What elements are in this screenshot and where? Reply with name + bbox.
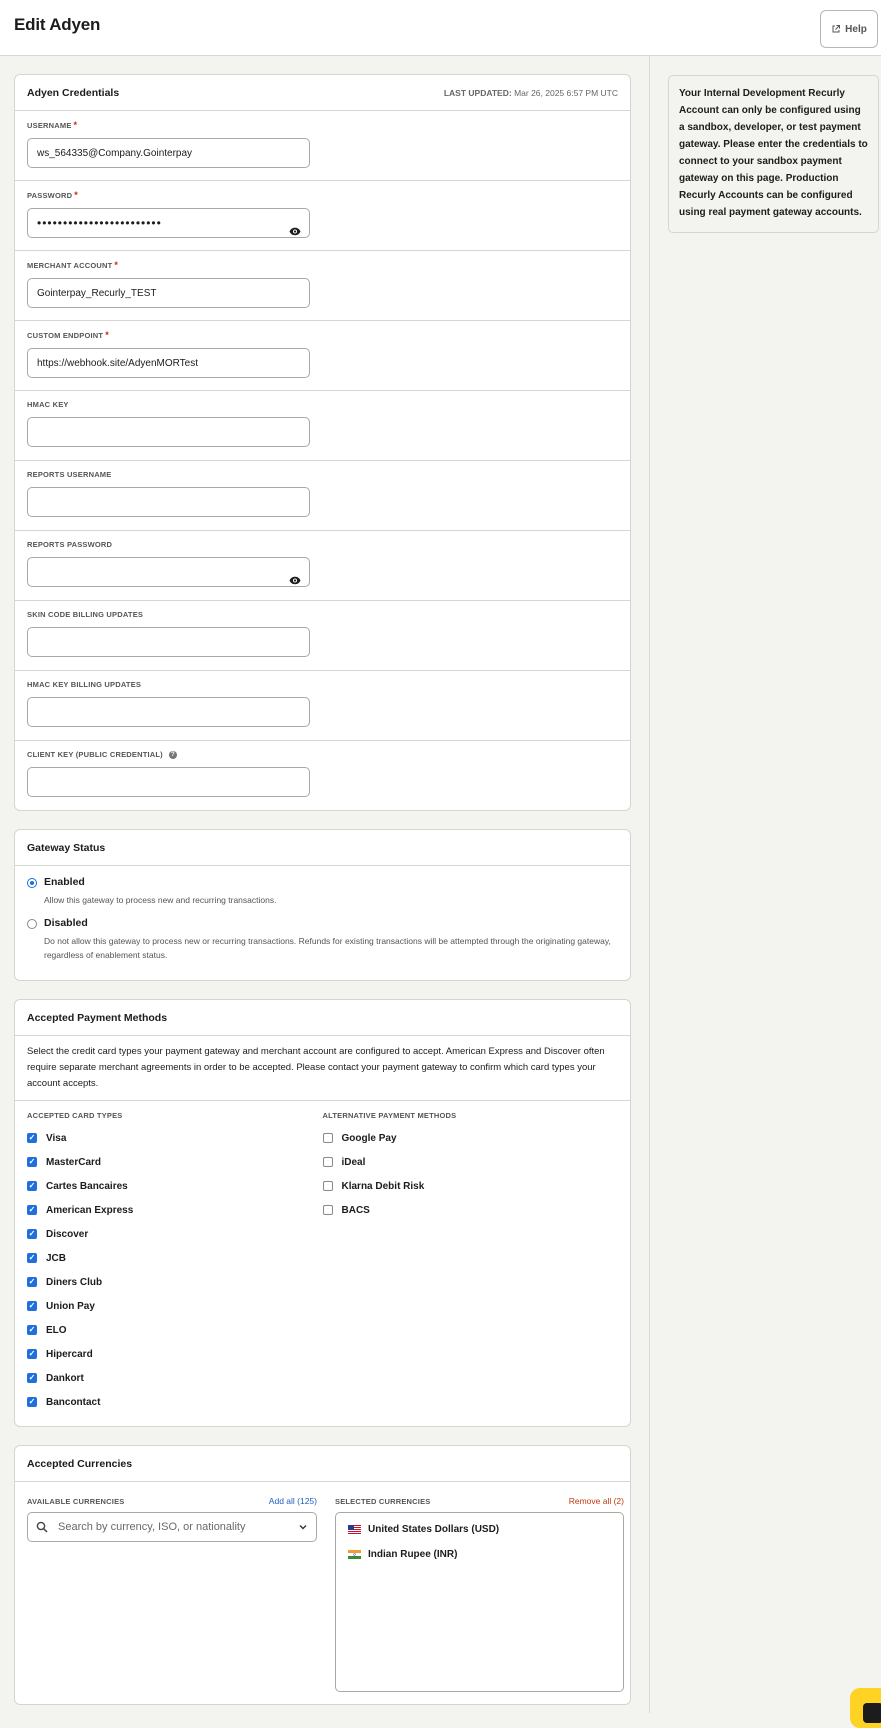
- card-type-checkbox[interactable]: [27, 1349, 37, 1359]
- card-types-column: [27, 1111, 323, 1414]
- chevron-down-icon[interactable]: [298, 1522, 308, 1532]
- password-label: PASSWORD: [27, 190, 73, 200]
- last-updated: [444, 88, 618, 98]
- currencies-header: [15, 1446, 630, 1482]
- payment-methods-header: [15, 1000, 630, 1036]
- card-type-row[interactable]: [27, 1270, 323, 1294]
- hmac-key-billing-label: HMAC KEY BILLING UPDATES: [27, 680, 142, 689]
- alt-method-row[interactable]: [323, 1174, 619, 1198]
- disabled-label: Disabled: [44, 917, 88, 929]
- selected-currency-label: United States Dollars (USD): [368, 1524, 500, 1535]
- question-icon[interactable]: ?: [169, 751, 177, 759]
- page-title: Edit Adyen: [14, 15, 101, 34]
- alt-methods-column: [323, 1111, 619, 1414]
- reports-username-field: [15, 461, 630, 531]
- card-type-checkbox[interactable]: [27, 1253, 37, 1263]
- selected-currencies-list: [335, 1512, 624, 1692]
- client-key-field: [15, 741, 630, 810]
- card-type-row[interactable]: [27, 1294, 323, 1318]
- alt-method-label: BACS: [341, 1204, 370, 1216]
- column-divider: [649, 56, 650, 1713]
- card-type-label: Discover: [46, 1228, 89, 1240]
- payment-methods-card: [14, 999, 631, 1427]
- enabled-radio[interactable]: [27, 878, 37, 888]
- available-currencies-header: AVAILABLE CURRENCIES: [27, 1496, 125, 1506]
- currencies-title: Accepted Currencies: [27, 1457, 133, 1470]
- reports-password-label: REPORTS PASSWORD: [27, 540, 113, 549]
- selected-currency-label: Indian Rupee (INR): [368, 1549, 458, 1560]
- card-type-label: Dankort: [46, 1372, 84, 1384]
- card-type-checkbox[interactable]: [27, 1277, 37, 1287]
- us-flag-icon: [348, 1525, 361, 1534]
- selected-currencies-header: SELECTED CURRENCIES: [335, 1496, 431, 1506]
- card-type-row[interactable]: [27, 1150, 323, 1174]
- alt-method-checkbox[interactable]: [323, 1181, 333, 1191]
- selected-currency-inr[interactable]: [348, 1542, 611, 1567]
- card-type-row[interactable]: [27, 1174, 323, 1198]
- card-type-label: Bancontact: [46, 1396, 101, 1408]
- card-type-label: Union Pay: [46, 1300, 95, 1312]
- skin-code-field: [15, 601, 630, 671]
- password-input[interactable]: [27, 208, 310, 238]
- hmac-key-billing-field: [15, 671, 630, 741]
- eye-icon[interactable]: [289, 576, 301, 585]
- chat-widget-button[interactable]: [850, 1688, 881, 1728]
- merchant-account-field: [15, 251, 630, 321]
- card-type-row[interactable]: [27, 1126, 323, 1150]
- remove-all-link[interactable]: Remove all (2): [568, 1496, 624, 1506]
- in-flag-icon: [348, 1550, 361, 1559]
- card-type-label: JCB: [46, 1252, 67, 1264]
- payment-methods-title: Accepted Payment Methods: [27, 1011, 168, 1024]
- card-type-row[interactable]: [27, 1342, 323, 1366]
- eye-icon[interactable]: [289, 227, 301, 236]
- hmac-key-input[interactable]: [27, 417, 310, 447]
- alt-method-row[interactable]: [323, 1198, 619, 1222]
- disabled-desc: Do not allow this gateway to process new or recurring transactions. Refunds for existing transactions will be attempted through the originating gateway, regardless of enablement status.: [44, 936, 611, 960]
- card-type-row[interactable]: [27, 1222, 323, 1246]
- card-type-checkbox[interactable]: [27, 1157, 37, 1167]
- card-type-row[interactable]: [27, 1246, 323, 1270]
- reports-username-label: REPORTS USERNAME: [27, 470, 112, 479]
- required-mark: *: [74, 190, 78, 200]
- card-type-label: ELO: [46, 1324, 67, 1336]
- card-type-row[interactable]: [27, 1390, 323, 1414]
- required-mark: *: [73, 120, 78, 130]
- alt-method-checkbox[interactable]: [323, 1133, 333, 1143]
- custom-endpoint-field: [15, 321, 630, 391]
- merchant-account-input[interactable]: [27, 278, 310, 308]
- client-key-input[interactable]: [27, 767, 310, 797]
- currency-search-input[interactable]: [56, 1520, 290, 1534]
- card-type-checkbox[interactable]: [27, 1229, 37, 1239]
- alt-method-label: Klarna Debit Risk: [341, 1180, 425, 1192]
- password-field: [15, 181, 630, 251]
- card-type-label: Diners Club: [46, 1276, 103, 1288]
- client-key-label: CLIENT KEY (PUBLIC CREDENTIAL): [27, 750, 163, 759]
- available-currencies: [27, 1496, 317, 1692]
- last-updated-value: Mar 26, 2025 6:57 PM UTC: [514, 87, 618, 98]
- credentials-header: [15, 75, 630, 111]
- card-type-row[interactable]: [27, 1366, 323, 1390]
- card-type-checkbox[interactable]: [27, 1325, 37, 1335]
- card-type-checkbox[interactable]: [27, 1205, 37, 1215]
- alt-method-checkbox[interactable]: [323, 1157, 333, 1167]
- reports-password-field: [15, 531, 630, 601]
- help-button[interactable]: [820, 10, 878, 48]
- card-type-label: MasterCard: [46, 1156, 102, 1168]
- custom-endpoint-input[interactable]: [27, 348, 310, 378]
- skin-code-label: SKIN CODE BILLING UPDATES: [27, 610, 144, 619]
- disabled-radio[interactable]: [27, 919, 37, 929]
- status-option-disabled[interactable]: [27, 917, 618, 962]
- required-mark: *: [105, 330, 109, 340]
- hmac-key-label: HMAC KEY: [27, 400, 69, 409]
- sandbox-info-note: Your Internal Development Recurly Account can only be configured using a sandbox, developer, or test payment gateway. Please enter the credentials to connect to your sandbox payment gateway on this page. Production Recurly Accounts can be configured using real payment gateway accounts.: [668, 75, 879, 233]
- merchant-account-label: MERCHANT ACCOUNT: [27, 260, 113, 270]
- main-content: [14, 74, 631, 1723]
- required-mark: *: [114, 260, 119, 270]
- card-type-label: Cartes Bancaires: [46, 1180, 128, 1192]
- gateway-status-title: Gateway Status: [27, 841, 106, 854]
- card-type-label: American Express: [46, 1204, 134, 1216]
- credentials-card: [14, 74, 631, 811]
- payment-methods-description: Select the credit card types your payment gateway and merchant account are configured to accept. American Express and Discover often require separate merchant agreements in order to be accepted. Please contact your payment gateway to confirm which card types your account accepts.: [15, 1036, 630, 1101]
- alt-method-label: iDeal: [341, 1156, 366, 1168]
- add-all-link[interactable]: Add all (125): [268, 1496, 317, 1506]
- alt-methods-header: ALTERNATIVE PAYMENT METHODS: [322, 1111, 457, 1120]
- help-label: Help: [845, 23, 867, 35]
- top-bar: [0, 0, 881, 56]
- credentials-title: Adyen Credentials: [27, 86, 120, 99]
- card-type-label: Visa: [46, 1132, 67, 1144]
- username-field: [15, 111, 630, 181]
- card-types-header: ACCEPTED CARD TYPES: [27, 1111, 123, 1120]
- gateway-status-card: [14, 829, 631, 981]
- skin-code-input[interactable]: [27, 627, 310, 657]
- gateway-status-header: [15, 830, 630, 866]
- card-type-row[interactable]: [27, 1318, 323, 1342]
- card-types-list: [27, 1126, 323, 1414]
- selected-currencies: [335, 1496, 624, 1692]
- username-label: USERNAME: [27, 120, 72, 130]
- search-icon: [36, 1521, 48, 1533]
- card-type-checkbox[interactable]: [27, 1301, 37, 1311]
- selected-currency-usd[interactable]: [348, 1517, 611, 1542]
- currency-search[interactable]: [27, 1512, 317, 1542]
- alt-method-label: Google Pay: [341, 1132, 397, 1144]
- status-option-enabled[interactable]: [27, 876, 618, 907]
- reports-password-input[interactable]: [27, 557, 310, 587]
- alt-method-row[interactable]: [323, 1126, 619, 1150]
- hmac-key-field: [15, 391, 630, 461]
- external-link-icon: [831, 24, 841, 34]
- hmac-key-billing-input[interactable]: [27, 697, 310, 727]
- card-type-checkbox[interactable]: [27, 1373, 37, 1383]
- card-type-checkbox[interactable]: [27, 1397, 37, 1407]
- enabled-desc: Allow this gateway to process new and recurring transactions.: [44, 895, 277, 905]
- card-type-checkbox[interactable]: [27, 1133, 37, 1143]
- card-type-label: Hipercard: [46, 1348, 93, 1360]
- reports-username-input[interactable]: [27, 487, 310, 517]
- currencies-card: [14, 1445, 631, 1705]
- enabled-label: Enabled: [44, 876, 85, 888]
- username-input[interactable]: [27, 138, 310, 168]
- alt-methods-list: [323, 1126, 619, 1222]
- card-type-row[interactable]: [27, 1198, 323, 1222]
- card-type-checkbox[interactable]: [27, 1181, 37, 1191]
- alt-method-row[interactable]: [323, 1150, 619, 1174]
- custom-endpoint-label: CUSTOM ENDPOINT: [27, 330, 104, 340]
- alt-method-checkbox[interactable]: [323, 1205, 333, 1215]
- last-updated-label: LAST UPDATED:: [443, 87, 512, 98]
